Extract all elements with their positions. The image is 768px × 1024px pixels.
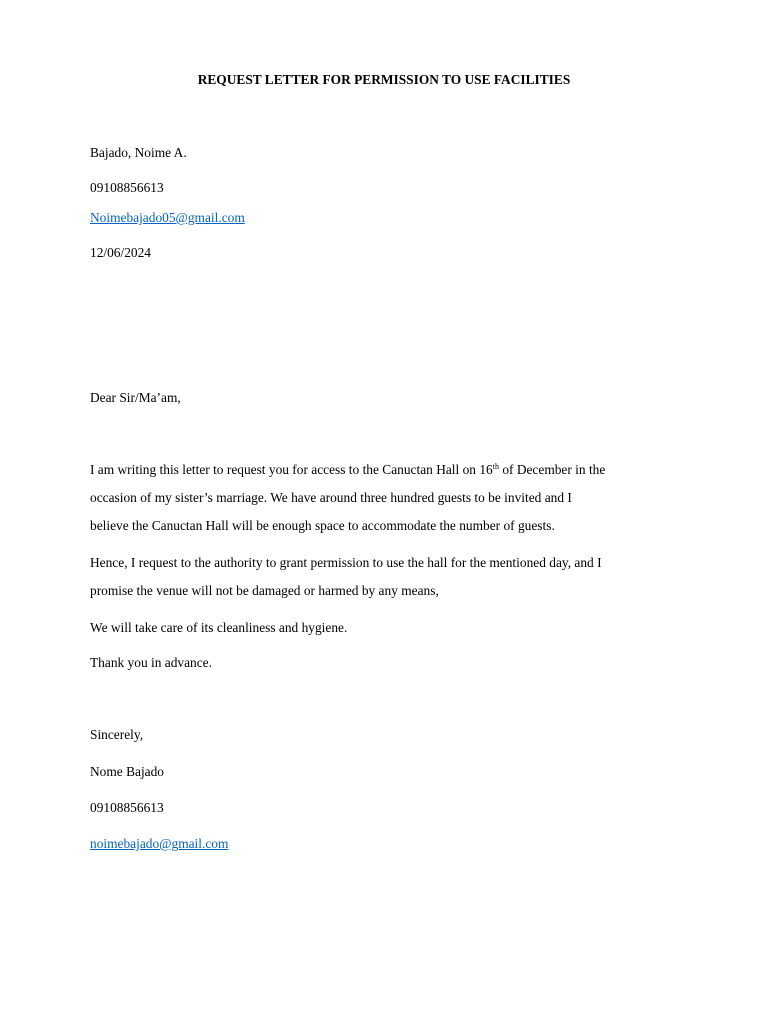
letter-title: REQUEST LETTER FOR PERMISSION TO USE FACILITIES (197, 72, 571, 87)
body-paragraph-4: Thank you in advance. (90, 655, 212, 670)
body-paragraph-2-line-2: promise the venue will not be damaged or harmed by any means, (90, 583, 439, 598)
letter-date: 12/06/2024 (90, 245, 152, 260)
sender-phone: 09108856613 (90, 180, 164, 195)
body-text: I am writing this letter to request you for access to the Canuctan Hall on 16 (90, 462, 493, 477)
closing-phone: 09108856613 (90, 800, 164, 815)
ordinal-superscript: th (492, 462, 499, 471)
valediction: Sincerely, (90, 727, 144, 742)
body-paragraph-2-line-1: Hence, I request to the authority to grant permission to use the hall for the mentioned day, and I (90, 555, 602, 570)
sender-name: Bajado, Noime A. (90, 145, 187, 160)
body-paragraph-3: We will take care of its cleanliness and hygiene. (90, 620, 348, 635)
body-paragraph-1-line-3: believe the Canuctan Hall will be enough space to accommodate the number of guests. (90, 518, 555, 533)
sender-email-link[interactable]: Noimebajado05@gmail.com (90, 210, 245, 225)
body-paragraph-1-line-1 (90, 462, 605, 478)
signature-name: Nome Bajado (90, 764, 165, 779)
closing-email-link[interactable]: noimebajado@gmail.com (90, 836, 229, 851)
body-text: of December in the (498, 462, 606, 477)
salutation: Dear Sir/Ma’am, (90, 390, 181, 405)
body-paragraph-1-line-2: occasion of my sister’s marriage. We have around three hundred guests to be invited and I (90, 490, 572, 505)
